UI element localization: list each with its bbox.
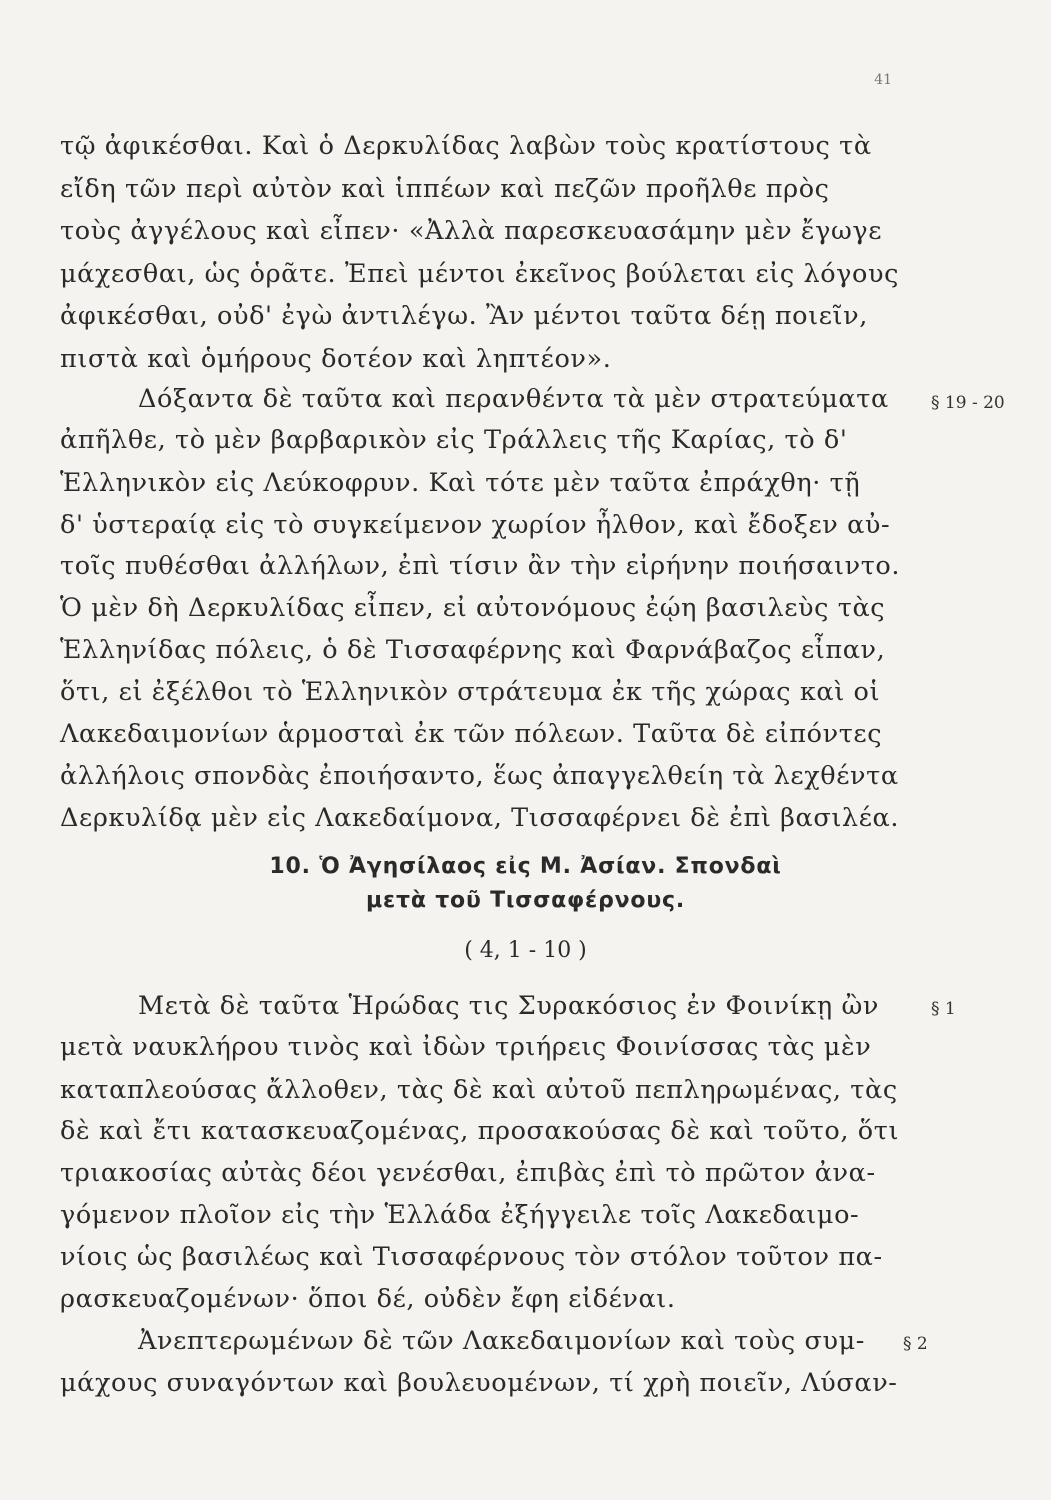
section-reference: ( 4, 1 - 10 ) [464, 938, 587, 963]
text-line: μετὰ ναυκλήρου τινὸς καὶ ἰδὼν τριήρεις Φοινίσσας τὰς μὲν [60, 1032, 872, 1062]
text-line: νίοις ὡς βασιλέως καὶ Τισσαφέρνους τὸν στόλον τοῦτον πα- [60, 1242, 883, 1272]
text-line: ὅτι, εἰ ἐξέλθοι τὸ Ἑλληνικὸν στράτευμα ἐκ τῆς χώρας καὶ οἱ [60, 677, 881, 707]
text-line: ἀφικέσθαι, οὐδ' ἐγὼ ἀντιλέγω. Ἂν μέντοι ταῦτα δέῃ ποιεῖν, [60, 301, 868, 331]
section-marker: § 2 [903, 1334, 928, 1354]
text-line: Ἑλληνικὸν εἰς Λεύκοφρυν. Καὶ τότε μὲν ταῦτα ἐπράχθη· τῇ [60, 468, 861, 498]
text-line: Ἀνεπτερωμένων δὲ τῶν Λακεδαιμονίων καὶ τοὺς συμ- [138, 1326, 866, 1356]
text-line: τοῖς πυθέσθαι ἀλλήλων, ἐπὶ τίσιν ἂν τὴν εἰρήνην ποιήσαιντο. [60, 551, 901, 581]
text-line: τοὺς ἀγγέλους καὶ εἶπεν· «Ἀλλὰ παρεσκευασάμην μὲν ἔγωγε [60, 216, 883, 246]
text-line: καταπλεούσας ἄλλοθεν, τὰς δὲ καὶ αὐτοῦ πεπληρωμένας, τὰς [60, 1075, 898, 1105]
text-line: τριακοσίας αὐτὰς δέοι γενέσθαι, ἐπιβὰς ἐπὶ τὸ πρῶτον ἀνα- [60, 1158, 876, 1188]
text-line: Ἑλληνίδας πόλεις, ὁ δὲ Τισσαφέρνης καὶ Φαρνάβαζος εἶπαν, [60, 635, 886, 665]
text-line: ρασκευαζομένων· ὅποι δέ, οὐδὲν ἔφη εἰδέναι. [60, 1284, 676, 1314]
page-number: 41 [874, 72, 892, 88]
text-line: πιστὰ καὶ ὁμήρους δοτέον καὶ ληπτέον». [60, 344, 612, 374]
section-heading-line2: μετὰ τοῦ Τισσαφέρνους. [365, 888, 686, 913]
text-line: γόμενον πλοῖον εἰς τὴν Ἑλλάδα ἐξήγγειλε τοῖς Λακεδαιμο- [60, 1200, 860, 1230]
text-line: εἴδη τῶν περὶ αὐτὸν καὶ ἱππέων καὶ πεζῶν προῆλθε πρὸς [60, 174, 830, 204]
text-line: δ' ὑστεραίᾳ εἰς τὸ συγκείμενον χωρίον ἦλθον, καὶ ἔδοξεν αὐ- [60, 510, 891, 540]
section-marker: § 1 [931, 999, 956, 1019]
text-line: δὲ καὶ ἔτι κατασκευαζομένας, προσακούσας δὲ καὶ τοῦτο, ὅτι [60, 1116, 900, 1146]
text-line: ἀλλήλοις σπονδὰς ἐποιήσαντο, ἕως ἀπαγγελθείη τὰ λεχθέντα [60, 761, 899, 791]
text-line: Ὁ μὲν δὴ Δερκυλίδας εἶπεν, εἰ αὐτονόμους ἐῴη βασιλεὺς τὰς [60, 593, 886, 623]
text-line: Δόξαντα δὲ ταῦτα καὶ περανθέντα τὰ μὲν στρατεύματα [138, 384, 889, 414]
text-line: μάχους συναγόντων καὶ βουλευομένων, τί χρὴ ποιεῖν, Λύσαν- [60, 1368, 898, 1398]
text-line: Μετὰ δὲ ταῦτα Ἡρώδας τις Συρακόσιος ἐν Φοινίκῃ ὢν [138, 991, 879, 1021]
text-line: Δερκυλίδᾳ μὲν εἰς Λακεδαίμονα, Τισσαφέρνει δὲ ἐπὶ βασιλέα. [60, 803, 900, 833]
text-line: ἀπῆλθε, τὸ μὲν βαρβαρικὸν εἰς Τράλλεις τῆς Καρίας, τὸ δ' [60, 425, 848, 455]
text-line: μάχεσθαι, ὡς ὁρᾶτε. Ἐπεὶ μέντοι ἐκεῖνος βούλεται εἰς λόγους [60, 259, 899, 289]
section-heading: 10. Ὁ Ἀγησίλαος εἰς Μ. Ἀσίαν. Σπονδαὶ [269, 854, 782, 879]
section-marker: § 19 - 20 [931, 393, 1005, 413]
text-line: Λακεδαιμονίων ἁρμοσταὶ ἐκ τῶν πόλεων. Ταῦτα δὲ εἰπόντες [60, 719, 883, 749]
text-line: τῷ ἀφικέσθαι. Καὶ ὁ Δερκυλίδας λαβὼν τοὺς κρατίστους τὰ [60, 131, 872, 161]
